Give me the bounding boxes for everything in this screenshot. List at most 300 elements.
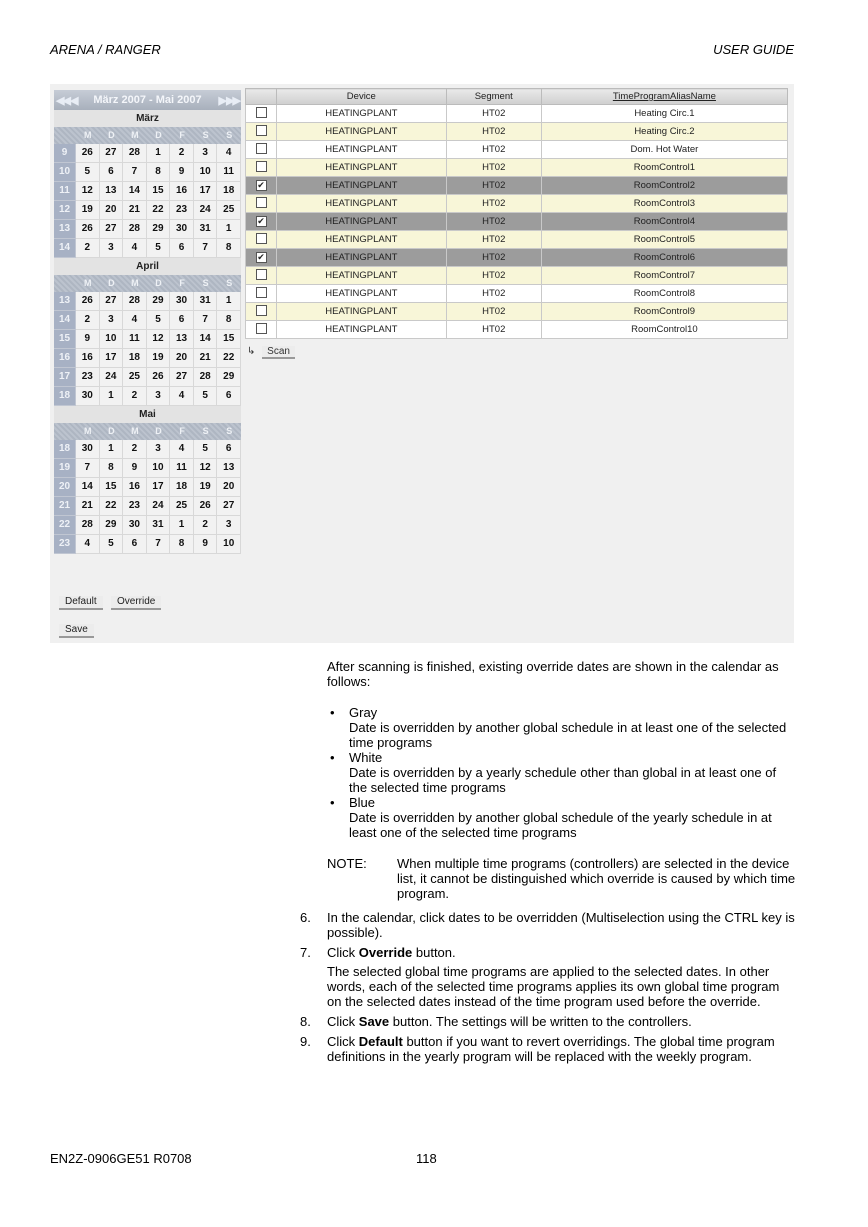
day-cell[interactable]: 4 [123,239,147,258]
day-cell[interactable]: 3 [147,387,171,406]
day-cell[interactable]: 29 [217,368,241,387]
week-number: 12 [54,201,76,220]
weekday-label: D [155,426,162,436]
day-cell[interactable]: 26 [194,497,218,516]
day-cell[interactable]: 4 [76,535,100,554]
table-row[interactable] [246,177,788,195]
row-checkbox[interactable] [256,161,267,172]
row-select-cell [246,123,277,141]
day-cell[interactable]: 19 [76,201,100,220]
day-cell[interactable]: 27 [170,368,194,387]
segment-cell: HT02 [446,267,541,285]
day-cell[interactable]: 1 [217,220,241,239]
day-cell[interactable]: 20 [170,349,194,368]
month-title: März [54,110,241,127]
day-cell[interactable]: 8 [170,535,194,554]
table-row[interactable] [246,195,788,213]
alias-cell: RoomControl9 [541,303,787,321]
day-cell[interactable]: 19 [194,478,218,497]
table-row[interactable] [246,123,788,141]
week-number: 20 [54,478,76,497]
legend-title: • White [349,750,383,765]
weekday-label: D [155,278,162,288]
legend-title: • Blue [349,795,376,810]
weekday-spacer [54,127,76,144]
arrow-icon: ↳ [247,346,256,357]
day-cell[interactable]: 13 [170,330,194,349]
day-cell[interactable]: 7 [194,239,218,258]
day-cell[interactable]: 5 [76,163,100,182]
device-cell: HEATINGPLANT [277,303,447,321]
day-cell[interactable]: 6 [217,440,241,459]
note [327,856,797,901]
device-cell: HEATINGPLANT [277,213,447,231]
day-cell[interactable]: 18 [217,182,241,201]
week-row [54,349,241,368]
intro-text: After scanning is finished, existing override dates are shown in the calendar as follows: [327,659,779,689]
week-row [54,478,241,497]
weekday-label: M [131,426,139,436]
day-cell[interactable]: 22 [100,497,124,516]
day-cell[interactable]: 4 [217,144,241,163]
header-title: ARENA / RANGER [50,42,161,57]
alias-cell: RoomControl7 [541,267,787,285]
week-row [54,311,241,330]
step-number: 9. [300,1034,311,1049]
device-cell: HEATINGPLANT [277,285,447,303]
note-label: NOTE: [327,856,367,871]
step-text-part: Click [327,945,359,960]
day-cell[interactable]: 10 [100,330,124,349]
day-cell[interactable]: 6 [123,535,147,554]
alias-cell: Dom. Hot Water [541,141,787,159]
table-row[interactable] [246,159,788,177]
step-number: 6. [300,910,311,925]
day-cell[interactable]: 2 [76,311,100,330]
header-guide-label: USER GUIDE [713,42,794,57]
column-header-device[interactable]: Device [277,89,447,105]
legend-list [327,705,797,840]
day-cell[interactable]: 8 [217,311,241,330]
segment-cell: HT02 [446,285,541,303]
weekday-label: S [202,130,209,140]
day-cell[interactable]: 13 [217,459,241,478]
day-cell[interactable]: 8 [217,239,241,258]
legend-desc: Date is overridden by a yearly schedule other than global in at least one of the selected time programs [349,765,777,795]
day-cell[interactable]: 4 [170,440,194,459]
day-cell[interactable]: 29 [147,292,171,311]
row-checkbox[interactable] [256,125,267,136]
segment-cell: HT02 [446,249,541,267]
day-cell[interactable]: 3 [217,516,241,535]
day-cell[interactable]: 31 [147,516,171,535]
segment-cell: HT02 [446,231,541,249]
step-text-part: button. [412,945,456,960]
column-header-segment[interactable]: Segment [446,89,541,105]
day-cell[interactable]: 12 [147,330,171,349]
segment-cell: HT02 [446,141,541,159]
day-cell[interactable]: 30 [76,440,100,459]
weekday-label: S [226,426,233,436]
week-number: 19 [54,459,76,478]
day-cell[interactable]: 25 [217,201,241,220]
day-cell[interactable]: 16 [123,478,147,497]
row-select-cell [246,159,277,177]
day-cell[interactable]: 9 [76,330,100,349]
week-row [54,497,241,516]
row-select-cell [246,249,277,267]
week-number: 13 [54,292,76,311]
row-checkbox[interactable] [256,143,267,154]
day-cell[interactable]: 21 [194,349,218,368]
steps-list [300,910,797,1069]
week-row [54,440,241,459]
legend-title: • Gray [349,705,378,720]
device-cell: HEATINGPLANT [277,159,447,177]
weekday-label: M [84,426,92,436]
device-cell: HEATINGPLANT [277,141,447,159]
day-cell[interactable]: 31 [194,292,218,311]
week-row [54,220,241,239]
weekday-label: S [202,426,209,436]
week-number: 10 [54,163,76,182]
day-cell[interactable]: 26 [76,292,100,311]
day-cell[interactable]: 28 [123,292,147,311]
day-cell[interactable]: 25 [170,497,194,516]
day-cell[interactable]: 5 [194,387,218,406]
day-cell[interactable]: 23 [170,201,194,220]
device-cell: HEATINGPLANT [277,177,447,195]
row-select-cell [246,285,277,303]
alias-cell: RoomControl1 [541,159,787,177]
day-cell[interactable]: 1 [100,387,124,406]
step-6 [300,910,797,940]
segment-cell: HT02 [446,213,541,231]
day-cell[interactable]: 10 [147,459,171,478]
segment-cell: HT02 [446,195,541,213]
day-cell[interactable]: 17 [100,349,124,368]
row-select-cell [246,141,277,159]
weekday-label: F [179,130,185,140]
weekday-label: D [108,278,115,288]
calendar-range: März 2007 - Mai 2007 [93,94,202,106]
day-cell[interactable]: 30 [170,220,194,239]
day-cell[interactable]: 27 [100,144,124,163]
day-cell[interactable]: 27 [217,497,241,516]
row-checkbox[interactable] [256,197,267,208]
day-cell[interactable]: 5 [147,311,171,330]
day-cell[interactable]: 10 [217,535,241,554]
day-cell[interactable]: 1 [217,292,241,311]
day-cell[interactable]: 15 [100,478,124,497]
day-cell[interactable]: 5 [147,239,171,258]
row-select-cell [246,177,277,195]
device-cell: HEATINGPLANT [277,195,447,213]
table-row[interactable] [246,321,788,339]
row-select-cell [246,303,277,321]
segment-cell: HT02 [446,159,541,177]
day-cell[interactable]: 22 [217,349,241,368]
step-detail: The selected global time programs are applied to the selected dates. In other words, each of the selected time programs applies its own global time program on the selected dates instead of the time program used before the override. [327,964,780,1009]
week-number: 9 [54,144,76,163]
day-cell[interactable]: 2 [76,239,100,258]
week-row [54,535,241,554]
day-cell[interactable]: 29 [100,516,124,535]
day-cell[interactable]: 6 [170,311,194,330]
week-number: 16 [54,349,76,368]
week-number: 13 [54,220,76,239]
day-cell[interactable]: 30 [76,387,100,406]
day-cell[interactable]: 25 [123,368,147,387]
device-table [245,88,788,339]
alias-cell: RoomControl5 [541,231,787,249]
table-row[interactable] [246,231,788,249]
day-cell[interactable]: 8 [100,459,124,478]
week-number: 18 [54,387,76,406]
month-title: April [54,258,241,275]
weekday-label: S [202,278,209,288]
day-cell[interactable]: 9 [194,535,218,554]
alias-cell: Heating Circ.2 [541,123,787,141]
day-cell[interactable]: 6 [100,163,124,182]
week-number: 14 [54,239,76,258]
row-select-cell [246,213,277,231]
day-cell[interactable]: 19 [147,349,171,368]
day-cell[interactable]: 12 [194,459,218,478]
day-cell[interactable]: 26 [76,220,100,239]
doc-id: EN2Z-0906GE51 R0708 [50,1151,192,1166]
screenshot-panel [50,84,794,643]
day-cell[interactable]: 9 [170,163,194,182]
week-number: 14 [54,311,76,330]
weekday-spacer [54,423,76,440]
weekday-label: M [131,278,139,288]
weekday-label: S [226,130,233,140]
day-cell[interactable]: 17 [194,182,218,201]
step-text-part: button. The settings will be written to the controllers. [389,1014,692,1029]
day-cell[interactable]: 2 [170,144,194,163]
device-cell: HEATINGPLANT [277,249,447,267]
day-cell[interactable]: 1 [100,440,124,459]
day-cell[interactable]: 2 [194,516,218,535]
weekday-header [54,127,241,144]
week-row [54,330,241,349]
step-number: 8. [300,1014,311,1029]
step-text [327,1034,797,1064]
step-text [327,945,797,1009]
day-cell[interactable]: 27 [100,220,124,239]
week-row [54,516,241,535]
step-text-part: button if you want to revert overridings. The global time program definitions in the yearly program will be replaced with the weekly program. [327,1034,775,1064]
day-cell[interactable]: 7 [147,535,171,554]
weekday-label: M [84,278,92,288]
day-cell[interactable]: 28 [76,516,100,535]
table-row[interactable] [246,285,788,303]
day-cell[interactable]: 17 [147,478,171,497]
row-checkbox[interactable] [256,107,267,118]
note-text: When multiple time programs (controllers) are selected in the device list, it cannot be distinguished which override is caused by which time program. [397,856,796,901]
day-cell[interactable]: 6 [170,239,194,258]
day-cell[interactable]: 14 [194,330,218,349]
alias-cell: RoomControl3 [541,195,787,213]
day-cell[interactable]: 9 [123,459,147,478]
step-text-part: Click [327,1034,359,1049]
table-row[interactable] [246,213,788,231]
default-button[interactable]: Default [59,596,103,610]
day-cell[interactable]: 30 [123,516,147,535]
day-cell[interactable]: 20 [217,478,241,497]
day-cell[interactable]: 22 [147,201,171,220]
day-cell[interactable]: 1 [147,144,171,163]
row-select-cell [246,321,277,339]
day-cell[interactable]: 5 [194,440,218,459]
day-cell[interactable]: 18 [123,349,147,368]
day-cell[interactable]: 14 [76,478,100,497]
day-cell[interactable]: 3 [194,144,218,163]
segment-cell: HT02 [446,177,541,195]
week-number: 22 [54,516,76,535]
day-cell[interactable]: 2 [123,387,147,406]
list-item [327,750,797,795]
row-checkbox[interactable]: ✔ [257,180,265,190]
day-cell[interactable]: 16 [170,182,194,201]
day-cell[interactable]: 8 [147,163,171,182]
day-cell[interactable]: 10 [194,163,218,182]
step-text-part: Click [327,1014,359,1029]
day-cell[interactable]: 28 [123,144,147,163]
step-text [327,1014,692,1029]
table-row[interactable] [246,249,788,267]
day-cell[interactable]: 6 [217,387,241,406]
table-row[interactable] [246,303,788,321]
day-cell[interactable]: 23 [76,368,100,387]
row-select-cell [246,231,277,249]
day-cell[interactable]: 12 [76,182,100,201]
table-row[interactable] [246,105,788,123]
scan-button[interactable]: Scan [262,346,295,359]
day-cell[interactable]: 4 [123,311,147,330]
day-cell[interactable]: 3 [147,440,171,459]
day-cell[interactable]: 18 [170,478,194,497]
day-cell[interactable]: 3 [100,239,124,258]
table-row[interactable] [246,141,788,159]
row-checkbox[interactable]: ✔ [257,216,265,226]
override-button[interactable]: Override [111,596,161,610]
week-row [54,459,241,478]
weekday-label: F [179,426,185,436]
day-cell[interactable]: 24 [100,368,124,387]
day-cell[interactable]: 13 [100,182,124,201]
row-select-cell [246,267,277,285]
step-bold: Default [358,1034,403,1049]
day-cell[interactable]: 3 [100,311,124,330]
column-header-alias[interactable]: TimeProgramAliasName [541,89,787,105]
day-cell[interactable]: 28 [123,220,147,239]
device-cell: HEATINGPLANT [277,267,447,285]
weekday-spacer [54,275,76,292]
day-cell[interactable]: 31 [194,220,218,239]
week-row [54,182,241,201]
device-cell: HEATINGPLANT [277,123,447,141]
day-cell[interactable]: 11 [170,459,194,478]
row-checkbox[interactable] [256,305,267,316]
weekday-label: D [155,130,162,140]
week-number: 17 [54,368,76,387]
alias-cell: RoomControl8 [541,285,787,303]
weekday-header [54,423,241,440]
row-checkbox[interactable] [256,233,267,244]
alias-cell: RoomControl6 [541,249,787,267]
day-cell[interactable]: 7 [76,459,100,478]
day-cell[interactable]: 1 [170,516,194,535]
calendar [54,90,241,554]
day-cell[interactable]: 28 [194,368,218,387]
day-cell[interactable]: 26 [76,144,100,163]
explanation [327,659,797,917]
row-checkbox[interactable] [256,269,267,280]
next-arrow-icon[interactable]: ▶ ▶▶ [218,94,239,107]
day-cell[interactable]: 15 [217,330,241,349]
day-cell[interactable]: 21 [123,201,147,220]
day-cell[interactable]: 7 [123,163,147,182]
day-cell[interactable]: 11 [217,163,241,182]
day-cell[interactable]: 2 [123,440,147,459]
day-cell[interactable]: 20 [100,201,124,220]
row-select-cell [246,195,277,213]
day-cell[interactable]: 15 [147,182,171,201]
row-checkbox[interactable]: ✔ [257,252,265,262]
list-item [327,705,797,750]
day-cell[interactable]: 11 [123,330,147,349]
day-cell[interactable]: 26 [147,368,171,387]
row-checkbox[interactable] [256,323,267,334]
segment-cell: HT02 [446,303,541,321]
day-cell[interactable]: 21 [76,497,100,516]
day-cell[interactable]: 24 [194,201,218,220]
day-cell[interactable]: 30 [170,292,194,311]
legend-desc: Date is overridden by another global schedule in at least one of the selected time programs [349,720,787,750]
week-row [54,201,241,220]
day-cell[interactable]: 24 [147,497,171,516]
month-title: Mai [54,406,241,423]
day-cell[interactable]: 5 [100,535,124,554]
alias-cell: Heating Circ.1 [541,105,787,123]
week-number: 23 [54,535,76,554]
row-checkbox[interactable] [256,287,267,298]
step-9 [300,1034,797,1064]
week-number: 18 [54,440,76,459]
week-row [54,292,241,311]
week-number: 21 [54,497,76,516]
segment-cell: HT02 [446,123,541,141]
table-row[interactable] [246,267,788,285]
day-cell[interactable]: 23 [123,497,147,516]
prev-arrow-icon[interactable]: ◀◀ ◀ [56,94,77,107]
save-button[interactable]: Save [59,624,94,638]
device-cell: HEATINGPLANT [277,321,447,339]
day-cell[interactable]: 4 [170,387,194,406]
step-8 [300,1014,797,1029]
day-cell[interactable]: 29 [147,220,171,239]
day-cell[interactable]: 16 [76,349,100,368]
day-cell[interactable]: 14 [123,182,147,201]
day-cell[interactable]: 7 [194,311,218,330]
day-cell[interactable]: 27 [100,292,124,311]
alias-cell: RoomControl10 [541,321,787,339]
segment-cell: HT02 [446,105,541,123]
step-bold: Save [358,1014,390,1029]
alias-cell: RoomControl4 [541,213,787,231]
